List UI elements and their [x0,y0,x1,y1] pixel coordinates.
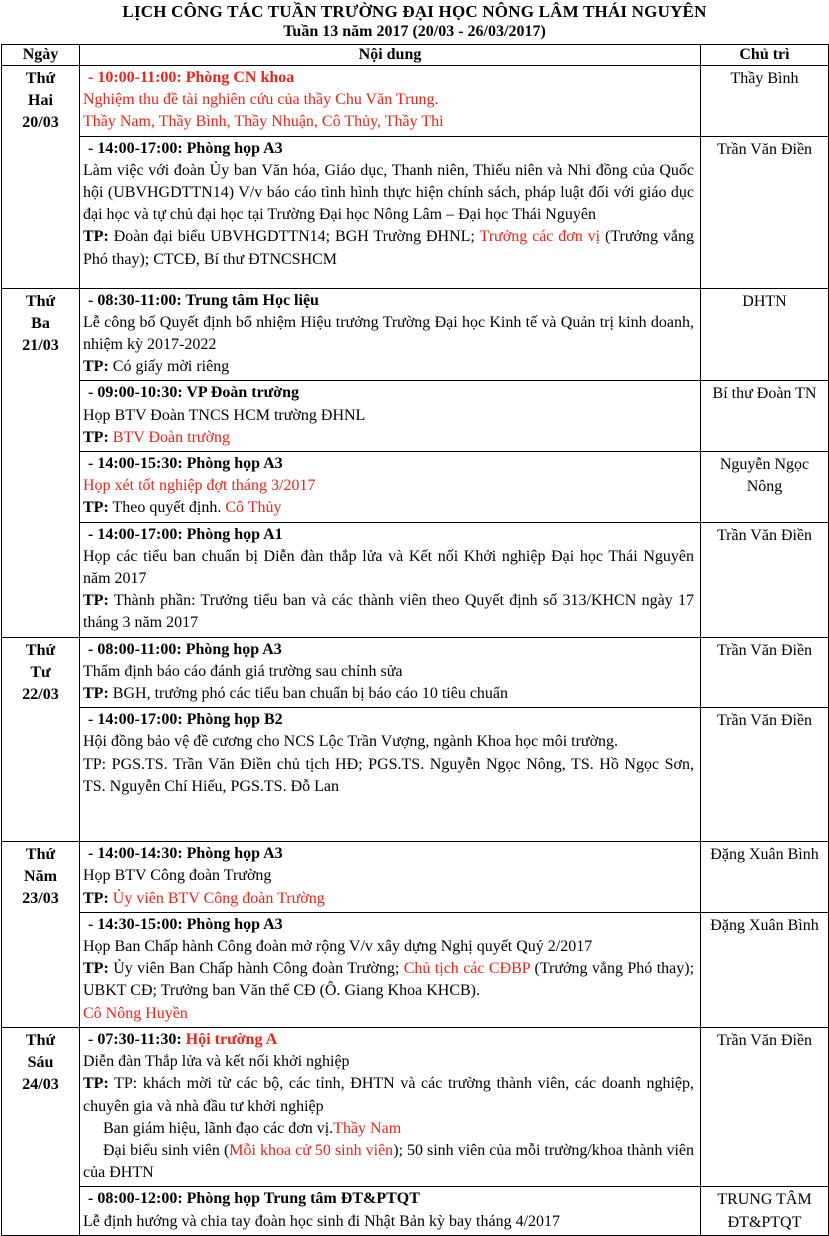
event-cell [80,1027,701,1186]
event-description: Diễn đàn Thắp lửa và kết nối khởi nghiệp [83,1053,350,1071]
event-cell [80,522,701,637]
table-row [2,1027,829,1186]
event-cell [80,136,701,288]
chair-cell: Trần Văn Điền [701,136,829,288]
page-subtitle: Tuần 13 năm 2017 (20/03 - 26/03/2017) [283,23,546,40]
event-cell [80,637,701,708]
event-participants: TP: Đoàn đại biểu UBVHGDTTN14; BGH Trường ĐHNL; Trưởng các đơn vị (Trưởng vắng Phó thay); CTCĐ, Bí thư ĐTNCSHCM [83,228,695,268]
day-cell-mon: Thứ Hai 20/03 [2,66,80,289]
table-row [2,136,829,288]
table-row [2,288,829,381]
table-row [2,912,829,1027]
event-time: - 08:00-11:00: Phòng họp A3 [88,640,282,658]
chair-cell: Trần Văn Điền [701,1027,829,1186]
table-row [2,842,829,913]
table-row [2,637,829,708]
event-time: - 10:00-11:00: Phòng CN khoa [88,69,295,86]
event-description: Thẩm định báo cáo đánh giá trường sau chỉnh sửa [83,662,403,680]
chair-cell: Trần Văn Điền [701,522,829,637]
event-participants: Thầy Nam, Thầy Bình, Thầy Nhuận, Cô Thủy, Thầy Thi [83,113,444,131]
event-time: - 14:00-17:00: Phòng họp B2 [88,711,283,729]
event-description: Họp Ban Chấp hành Công đoàn mở rộng V/v xây dựng Nghị quyết Quý 2/2017 [83,938,593,956]
event-description: Nghiệm thu đề tài nghiên cứu của thầy Chu Văn Trung. [83,91,439,109]
event-cell [80,912,701,1027]
table-row [2,381,829,452]
event-time: - 14:00-17:00: Phòng họp A1 [88,525,283,543]
chair-cell: Thầy Bình [701,66,829,137]
table-row [2,66,829,137]
event-time: - 14:00-14:30: Phòng họp A3 [88,845,283,863]
table-header-row [2,45,829,66]
page-title: LỊCH CÔNG TÁC TUẦN TRƯỜNG ĐẠI HỌC NÔNG LÂM THÁI NGUYÊN [122,2,707,21]
event-participants: TP: PGS.TS. Trần Văn Điền chủ tịch HĐ; PGS.TS. Nguyễn Ngọc Nông, TS. Hồ Ngọc Sơn, TS. Nguyễn Chí Hiếu, PGS.TS. Đỗ Lan [83,755,694,795]
event-cell [80,66,701,137]
column-header-chair: Chủ trì [701,45,829,66]
event-cell [80,1187,701,1235]
event-description: Lễ công bố Quyết định bổ nhiệm Hiệu trưởng Trường Đại học Kinh tế và Quản trị kinh doanh, nhiệm kỳ 2017-2022 [83,313,694,354]
event-cell [80,842,701,913]
event-participants: TP: Có giấy mời riêng [83,358,230,376]
event-note: Ban giám hiệu, lãnh đạo các đơn vị.Thầy Nam [103,1119,402,1137]
event-participants: TP: Ủy viên BTV Công đoàn Trường [83,889,325,907]
event-cell [80,381,701,452]
event-description: Làm việc với đoàn Ủy ban Văn hóa, Giáo dục, Thanh niên, Thiếu niên và Nhi đồng của Quốc hội (UBVHGDTTN14) V/v báo cáo tình hình thực hiện chính sách, pháp luật đối với giáo dục đại học và tự chủ đại học tại Trường Đại học Nông Lâm – Đại học Thái Nguyên [83,161,694,224]
event-description: Họp xét tốt nghiệp đợt tháng 3/2017 [83,477,316,495]
event-note: Đại biểu sinh viên (Mỗi khoa cử 50 sinh viên); 50 sinh viên của mỗi trường/khoa thành viên của ĐHTN [83,1141,695,1182]
event-description: Họp BTV Công đoàn Trường [83,867,272,885]
event-note: Cô Nông Huyền [83,1004,188,1022]
day-cell-tue: Thứ Ba 21/03 [2,288,80,637]
event-description: Họp BTV Đoàn TNCS HCM trường ĐHNL [83,406,366,424]
table-row [2,1187,829,1235]
event-time: - 14:00-15:30: Phòng họp A3 [88,455,283,473]
event-participants: TP: BGH, trưởng phó các tiểu ban chuẩn bị báo cáo 10 tiêu chuẩn [83,685,509,703]
chair-cell: Đặng Xuân Bình [701,842,829,913]
column-header-content: Nội dung [80,45,701,66]
event-participants: TP: Thành phần: Trưởng tiểu ban và các thành viên theo Quyết định số 313/KHCN ngày 17 tháng 3 năm 2017 [83,592,694,632]
schedule-table [1,44,829,1236]
event-cell [80,288,701,381]
event-time: - 14:30-15:00: Phòng họp A3 [88,915,283,933]
event-time: - 08:00-12:00: Phòng họp Trung tâm ĐT&PTQT [88,1190,420,1208]
chair-cell: DHTN [701,288,829,381]
event-time: - 09:00-10:30: VP Đoàn trường [88,384,300,402]
page-header [0,0,829,42]
event-cell [80,708,701,842]
event-description: Lễ định hướng và chia tay đoàn học sinh đi Nhật Bản kỳ bay tháng 4/2017 [83,1212,561,1230]
event-participants: TP: Theo quyết định. Cô Thủy [83,499,282,517]
column-header-day: Ngày [2,45,80,66]
event-description: Họp các tiểu ban chuẩn bị Diễn đàn thắp lửa và Kết nối Khởi nghiệp Đại học Thái Nguyên năm 2017 [83,547,694,588]
table-row [2,708,829,842]
event-time: - 07:30-11:30: Hội trường A [88,1030,278,1048]
event-participants: TP: BTV Đoàn trường [83,428,231,446]
chair-cell: Trần Văn Điền [701,708,829,842]
day-cell-fri: Thứ Sáu 24/03 [2,1027,80,1235]
event-cell [80,452,701,523]
day-cell-thu: Thứ Năm 23/03 [2,842,80,1028]
chair-cell: Nguyễn Ngọc Nông [701,452,829,523]
event-participants: TP: Ủy viên Ban Chấp hành Công đoàn Trường; Chủ tịch các CĐBP (Trưởng vắng Phó thay); UBKT CĐ; Trưởng ban Văn thể CĐ (Ô. Giang Khoa KHCB). [83,960,695,1000]
chair-cell: Bí thư Đoàn TN [701,381,829,452]
table-row [2,522,829,637]
event-participants: TP: TP: khách mời từ các bộ, các tỉnh, ĐHTN và các trường thành viên, các doanh nghiệp, chuyên gia và nhà đầu tư khởi nghiệp [83,1075,694,1115]
table-row [2,452,829,523]
event-description: Hội đồng bảo vệ đề cương cho NCS Lộc Trần Vượng, ngành Khoa học môi trường. [83,733,619,751]
event-time: - 14:00-17:00: Phòng họp A3 [88,139,283,157]
chair-cell: TRUNG TÂM ĐT&PTQT [701,1187,829,1235]
chair-cell: Trần Văn Điền [701,637,829,708]
day-cell-wed: Thứ Tư 22/03 [2,637,80,842]
chair-cell: Đặng Xuân Bình [701,912,829,1027]
event-time: - 08:30-11:00: Trung tâm Học liệu [88,291,319,309]
